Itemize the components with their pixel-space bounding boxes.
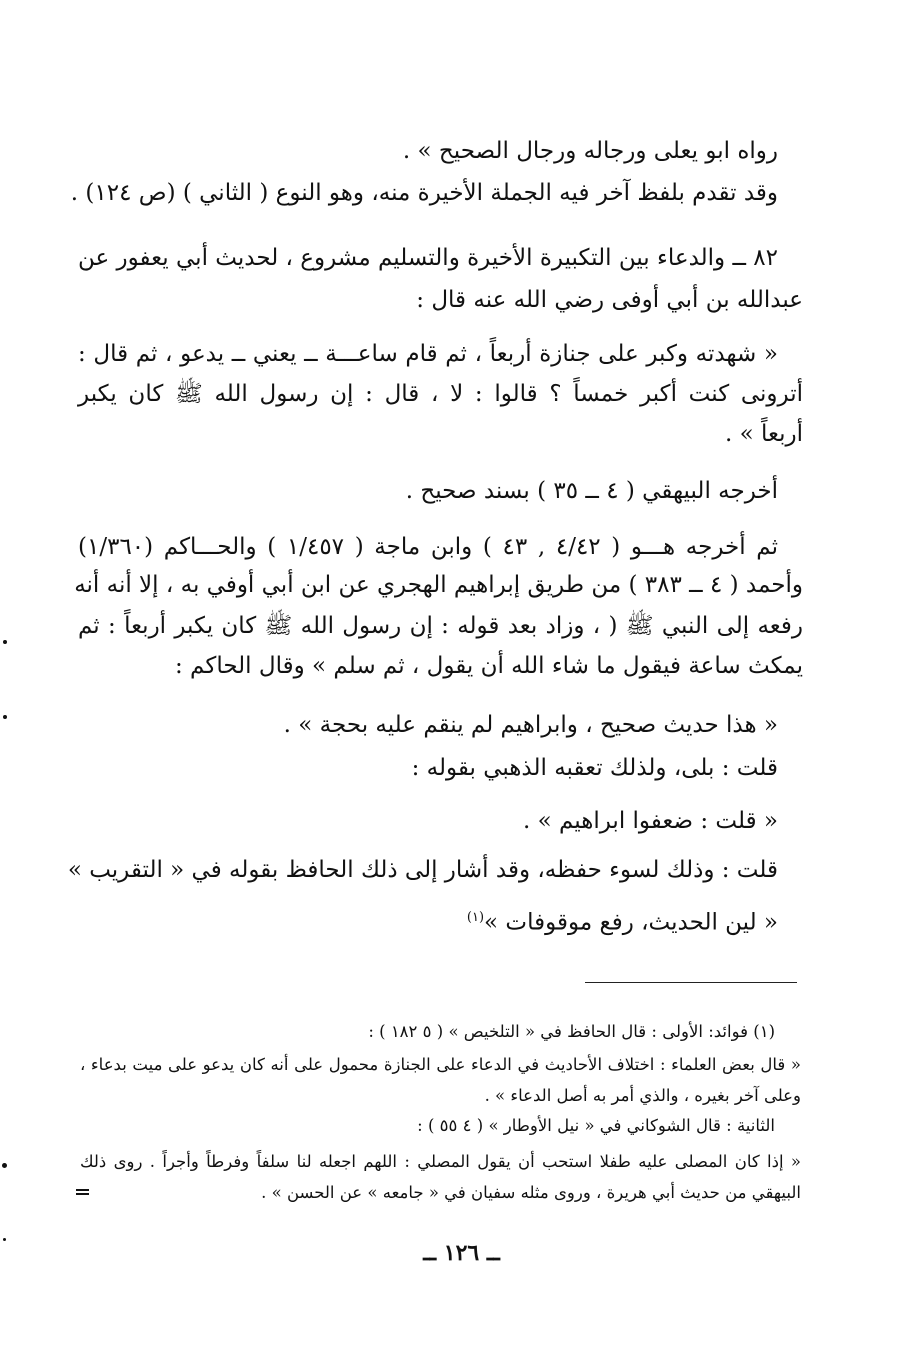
- footnote-line-5: « إذا كان المصلى عليه طفلا استحب أن يقول المصلي : اللهم اجعله لنا سلفاً وفرطاً وأجراً . روى ذلك: [80, 1152, 801, 1171]
- takhrij-line-4: يمكث ساعة فيقول ما شاء الله أن يقول ، ثم سلم » وقال الحاكم :: [175, 653, 803, 679]
- dhahabi-quote: « قلت : ضعفوا ابراهيم » .: [522, 808, 778, 834]
- qultu-line-1: قلت : بلى، ولذلك تعقبه الذهبي بقوله :: [411, 755, 778, 781]
- footnote-line-3: وعلى آخر بغيره ، والذي أمر به أصل الدعاء » .: [484, 1086, 801, 1105]
- footnote-line-6: البيهقي من حديث أبي هريرة ، وروى مثله سفيان في « جامعه » عن الحسن » .: [261, 1183, 801, 1202]
- quote-line-1: « شهدته وكبر على جنازة أربعاً ، ثم قام ساعـــة ــ يعني ــ يدعو ، ثم قال :: [78, 341, 778, 367]
- quote-line-2: أترونى كنت أكبر خمساً ؟ قالوا : لا ، قال : إن رسول الله ﷺ كان يكبر: [78, 381, 803, 407]
- scan-speck: [2, 1163, 7, 1168]
- footnote-line-2: « قال بعض العلماء : اختلاف الأحاديث في الدعاء على الجنازة محمول على أنه كان يدعو على ميت بدعاء ،: [80, 1055, 801, 1074]
- paragraph-82-line-1: ٨٢ ــ والدعاء بين التكبيرة الأخيرة والتسليم مشروع ، لحديث أبي يعفور عن: [78, 245, 778, 271]
- footnote-line-1: (١) فوائد: الأولى : قال الحافظ في « التلخيص » ( ٥ ١٨٢ ) :: [368, 1022, 775, 1041]
- scan-speck: [3, 640, 7, 644]
- text-line-1: رواه ابو يعلى ورجاله ورجال الصحيح » .: [402, 138, 778, 164]
- footnote-line-4: الثانية : قال الشوكاني في « نيل الأوطار » ( ٤ ٥٥ ) :: [417, 1116, 775, 1135]
- scan-speck: [3, 1238, 6, 1241]
- takhrij-line-2: وأحمد ( ٤ ــ ٣٨٣ ) من طريق إبراهيم الهجري عن ابن أبي أوفي به ، إلا أنه أنه: [74, 572, 803, 598]
- text-line-2: وقد تقدم بلفظ آخر فيه الجملة الأخيرة منه، وهو النوع ( الثاني ) (ص ١٢٤) .: [70, 180, 778, 206]
- taqrib-quote: [467, 903, 778, 938]
- qultu-line-2: قلت : وذلك لسوء حفظه، وقد أشار إلى ذلك الحافظ بقوله في « التقريب »: [67, 857, 778, 883]
- margin-mark: [76, 1189, 89, 1195]
- takhrij-line-3: رفعه إلى النبي ﷺ ( ، وزاد بعد قوله : إن رسول الله ﷺ كان يكبر أربعاً : ثم: [78, 613, 803, 639]
- footnote-reference: (١): [466, 910, 485, 925]
- bayhaqi-line: أخرجه البيهقي ( ٤ ــ ٣٥ ) بسند صحيح .: [405, 478, 778, 504]
- quote-line-3: أربعاً » .: [724, 421, 803, 447]
- footnote-separator: [585, 982, 797, 983]
- scan-speck: [3, 715, 7, 719]
- page-number: ــ ١٢٦ ــ: [423, 1240, 500, 1266]
- paragraph-82-line-2: عبدالله بن أبي أوفى رضي الله عنه قال :: [416, 287, 803, 313]
- takhrij-line-1: ثم أخرجه هـــو ( ٤/٤٢ , ٤٣ ) وابن ماجة ( ١/٤٥٧ ) والحـــاكم (١/٣٦٠): [78, 534, 778, 560]
- hakim-quote: « هذا حديث صحيح ، وابراهيم لم ينقم عليه بحجة » .: [283, 712, 778, 738]
- taqrib-quote-text: « لين الحديث، رفع موقوفات »: [484, 909, 778, 936]
